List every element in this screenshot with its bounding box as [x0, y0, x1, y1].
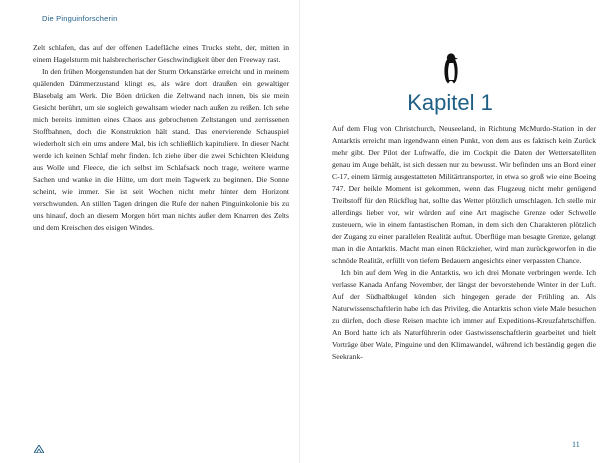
running-head: Die Pinguinforscherin [42, 14, 118, 23]
right-page [300, 0, 600, 463]
body-paragraph: Ich bin auf dem Weg in die Antarktis, wo ich drei Monate verbringen werde. Ich verlasse Kanada Anfang November, der längst der bevorstehende Winter in der Luft. Auf der Südhalbkugel künden sich hingegen gerade der Frühling an. Als Naturwissenschaftlerin habe ich das Privileg, die Antarktis schon viele Male besuchen zu dürfen, doch diese Reisen machte ich immer auf Expeditions-Kreuzfahrtschiffen. An Bord hatte ich als Naturführerin oder Gastwissenschaftlerin gearbeitet und hielt Vorträge über Wale, Pinguine und den Klimawandel, während ich beständig gegen die Seekrank- [332, 268, 596, 361]
right-page-body [332, 123, 596, 363]
chapter-title: Kapitel 1 [407, 90, 493, 115]
mountain-ornament-icon [34, 440, 44, 458]
body-paragraph: Zelt schlafen, das auf der offenen Ladefläche eines Trucks steht, der, mitten in einem Hagelsturm mit halsbrecherischer Geschwindigkeit über den Freeway rast. [33, 43, 289, 64]
penguin-icon [443, 52, 459, 89]
body-paragraph: Auf dem Flug von Christchurch, Neuseeland, in Richtung McMurdo-Station in der Antarktis erreicht man irgendwann einen Punkt, von dem aus es faktisch kein Zurück mehr gibt. Der Pilot der Luftwaffe, die im Cockpit die Daten der Wettersatelliten genau im Auge behält, ist sich dessen nur zu bewusst. Wir befinden uns an Bord einer C-17, einem lärmig ausgestatteten Militärtransporter, in etwa so groß wie eine Boeing 747. Der heikle Moment ist gekommen, wenn das Flugzeug nicht mehr genügend Treibstoff für den Rückflug hat, sollte das Wetter plötzlich umschlagen. Ich stelle mir allerdings lieber vor, wir würden auf eine Art magische Grenze oder Schwelle zusteuern, wie in einem fantastischen Roman, in dem sich den Charakteren plötzlich der Zugang zu einer parallelen Realität auftut. Überflüge man besagte Grenze, gelangt man in die Antarktis. Macht man einen Rückzieher, wird man zurückgeworfen in die schnöde Realität, erfüllt von tiefem Bedauern angesichts einer verpassten Chance. [332, 124, 596, 265]
body-paragraph: In den frühen Morgenstunden hat der Sturm Orkanstärke erreicht und in meinem quälenden Dämmerzustand klingt es, als wäre dort draußen ein gewaltiger Blasebalg am Werk. Die Böen drücken die Zeltwand nach innen, bis sie mein Gesicht berührt, um sie sogleich gewaltsam wieder nach außen zu reißen. Ich sehe mich bereits inmitten eines Chaos aus gebrochenen Zeltstangen und zerrissenen Stoffbahnen, doch die Konstruktion hält stand. Das enervierende Schauspiel wiederholt sich ein ums andere Mal, bis ich schließlich kapituliere. In dieser Nacht werde ich keinen Schlaf mehr finden. Ich ziehe über die zwei Schichten Kleidung aus Wolle und Fleece, die ich selbst im Schlafsack noch trage, weitere warme Sachen und wanke in die Hütte, um dort mein Tagwerk zu beginnen. Die Sonne scheint, wie immer. Sie ist seit Wochen nicht mehr hinter dem Horizont verschwunden. An stillen Tagen dringen die Rufe der nahen Pinguinkolonie bis zu uns hinauf, doch an diesem Morgen hört man nichts außer dem Knarren des Zelts und dem Kreischen des eisigen Windes. [33, 67, 289, 232]
left-page-body [33, 42, 289, 234]
page-number: 11 [572, 440, 580, 449]
